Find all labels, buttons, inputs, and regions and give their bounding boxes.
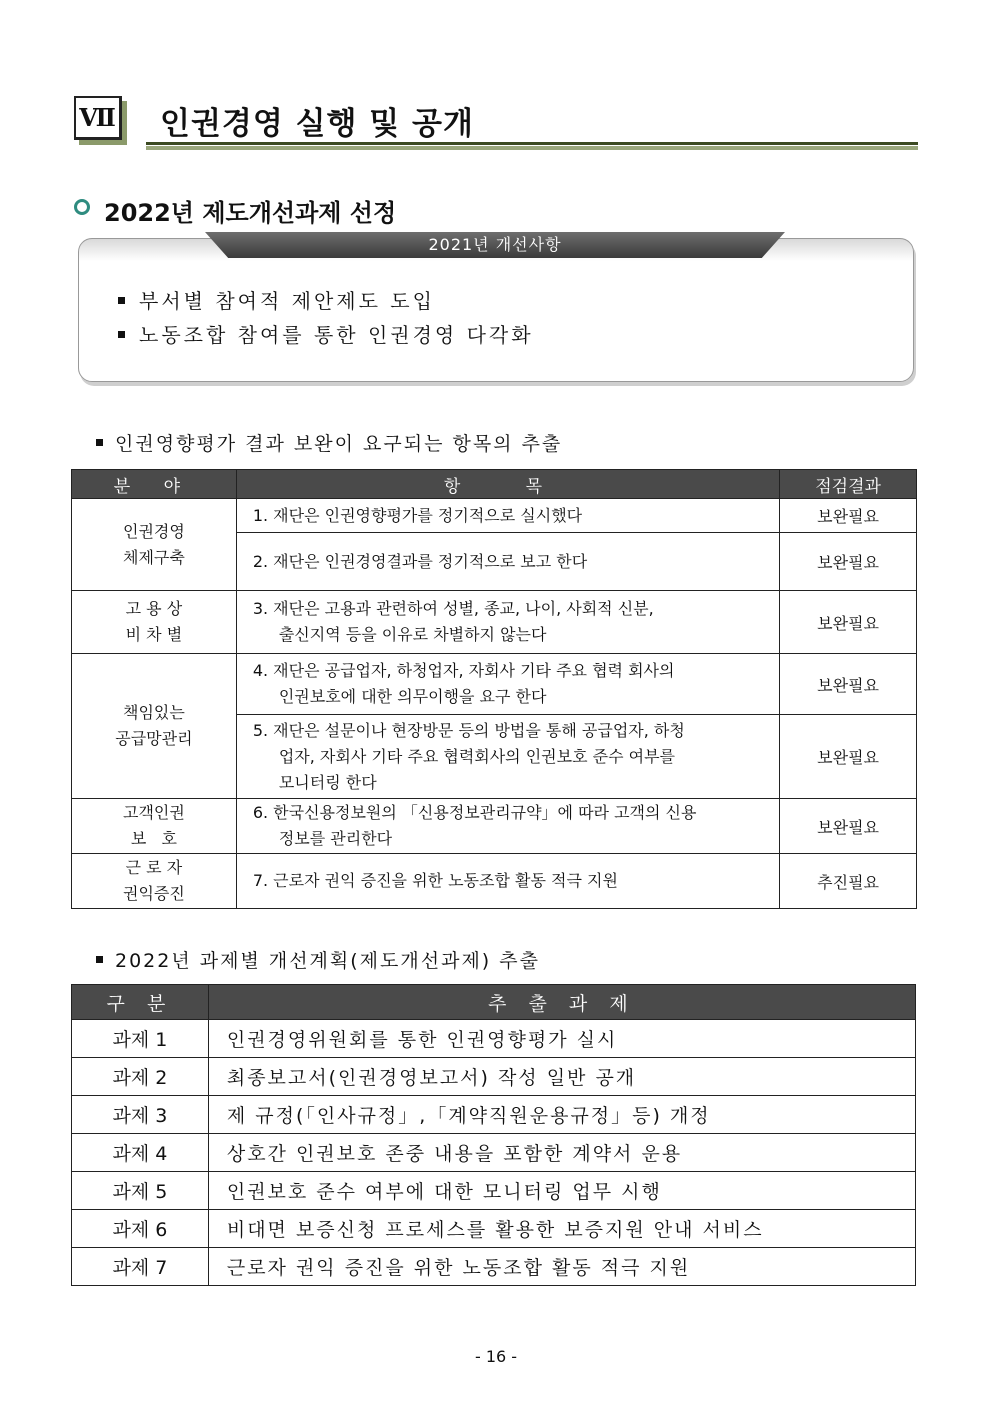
column-header: 추 출 과 제 [208, 985, 915, 1020]
column-header: 항 목 [236, 470, 779, 499]
tasks-heading: 2022년 과제별 개선계획(제도개선과제) 추출 [96, 946, 540, 973]
table-row [72, 854, 917, 909]
item-cell: 4. 재단은 공급업자, 하청업자, 자회사 기타 주요 협력 회사의 인권보호에 대한 의무이행을 요구 한다 [236, 654, 779, 715]
category-cell: 책임있는 공급망관리 [72, 654, 237, 799]
chapter-title: 인권경영 실행 및 공개 [160, 106, 474, 142]
item-cell: 3. 재단은 고용과 관련하여 성별, 종교, 나이, 사회적 신분, 출신지역 등을 이유로 차별하지 않는다 [236, 591, 779, 654]
task-label: 과제 7 [72, 1248, 209, 1286]
result-cell: 보완필요 [780, 533, 917, 591]
task-label: 과제 3 [72, 1096, 209, 1134]
table-row [72, 1134, 916, 1172]
list-item: 부서별 참여적 제안제도 도입 [118, 284, 534, 318]
item-cell: 2. 재단은 인권경영결과를 정기적으로 보고 한다 [236, 533, 779, 591]
task-text: 근로자 권익 증진을 위한 노동조합 활동 적극 지원 [208, 1248, 915, 1286]
task-label: 과제 5 [72, 1172, 209, 1210]
chapter-number-box [74, 96, 122, 140]
task-label: 과제 2 [72, 1058, 209, 1096]
table-row [72, 591, 917, 654]
table-row [72, 799, 917, 854]
result-cell: 보완필요 [780, 654, 917, 715]
table-row [72, 1096, 916, 1134]
result-cell: 추진필요 [780, 854, 917, 909]
chapter-number: Ⅶ [79, 103, 116, 132]
category-cell: 인권경영 체제구축 [72, 499, 237, 591]
chapter-underline [146, 142, 918, 145]
table-row [72, 1248, 916, 1286]
task-text: 상호간 인권보호 존중 내용을 포함한 계약서 운용 [208, 1134, 915, 1172]
section-title: 2022년 제도개선과제 선정 [104, 199, 397, 227]
table-row [72, 1058, 916, 1096]
task-label: 과제 6 [72, 1210, 209, 1248]
table-row [72, 499, 917, 533]
improvement-list [118, 284, 534, 352]
category-cell: 근 로 자 권익증진 [72, 854, 237, 909]
result-cell: 보완필요 [780, 499, 917, 533]
item-cell: 6. 한국신용정보원의 「신용정보관리규약」에 따라 고객의 신용 정보를 관리한다 [236, 799, 779, 854]
task-label: 과제 1 [72, 1020, 209, 1058]
table-header-row [72, 470, 917, 499]
page-number: - 16 - [474, 1347, 518, 1366]
table-row [72, 1020, 916, 1058]
task-text: 인권경영위원회를 통한 인권영향평가 실시 [208, 1020, 915, 1058]
table-header-row [72, 985, 916, 1020]
category-cell: 고객인권 보 호 [72, 799, 237, 854]
task-text: 최종보고서(인권경영보고서) 작성 일반 공개 [208, 1058, 915, 1096]
table-row [72, 1210, 916, 1248]
result-cell: 보완필요 [780, 799, 917, 854]
task-text: 인권보호 준수 여부에 대한 모니터링 업무 시행 [208, 1172, 915, 1210]
task-text: 비대면 보증신청 프로세스를 활용한 보증지원 안내 서비스 [208, 1210, 915, 1248]
column-header: 점검결과 [780, 470, 917, 499]
assessment-heading: 인권영향평가 결과 보완이 요구되는 항목의 추출 [96, 429, 562, 456]
task-label: 과제 4 [72, 1134, 209, 1172]
improvement-box-title: 2021년 개선사항 [428, 235, 562, 254]
circle-bullet-icon [74, 199, 90, 215]
list-item: 노동조합 참여를 통한 인권경영 다각화 [118, 318, 534, 352]
assessment-table [71, 469, 917, 909]
item-cell: 7. 근로자 권익 증진을 위한 노동조합 활동 적극 지원 [236, 854, 779, 909]
table-row [72, 654, 917, 715]
result-cell: 보완필요 [780, 591, 917, 654]
square-bullet-icon [96, 956, 103, 963]
column-header: 구 분 [72, 985, 209, 1020]
item-cell: 5. 재단은 설문이나 현장방문 등의 방법을 통해 공급업자, 하청 업자, 자회사 기타 주요 협력회사의 인권보호 준수 여부를 모니터링 한다 [236, 715, 779, 799]
category-cell: 고 용 상 비 차 별 [72, 591, 237, 654]
chapter-underline-shadow [146, 146, 918, 150]
square-bullet-icon [96, 439, 103, 446]
table-row [72, 1172, 916, 1210]
item-cell: 1. 재단은 인권영향평가를 정기적으로 실시했다 [236, 499, 779, 533]
tasks-table [71, 984, 916, 1286]
square-bullet-icon [118, 331, 125, 338]
task-text: 제 규정(「인사규정」,「계약직원운용규정」등) 개정 [208, 1096, 915, 1134]
column-header: 분 야 [72, 470, 237, 499]
result-cell: 보완필요 [780, 715, 917, 799]
square-bullet-icon [118, 297, 125, 304]
